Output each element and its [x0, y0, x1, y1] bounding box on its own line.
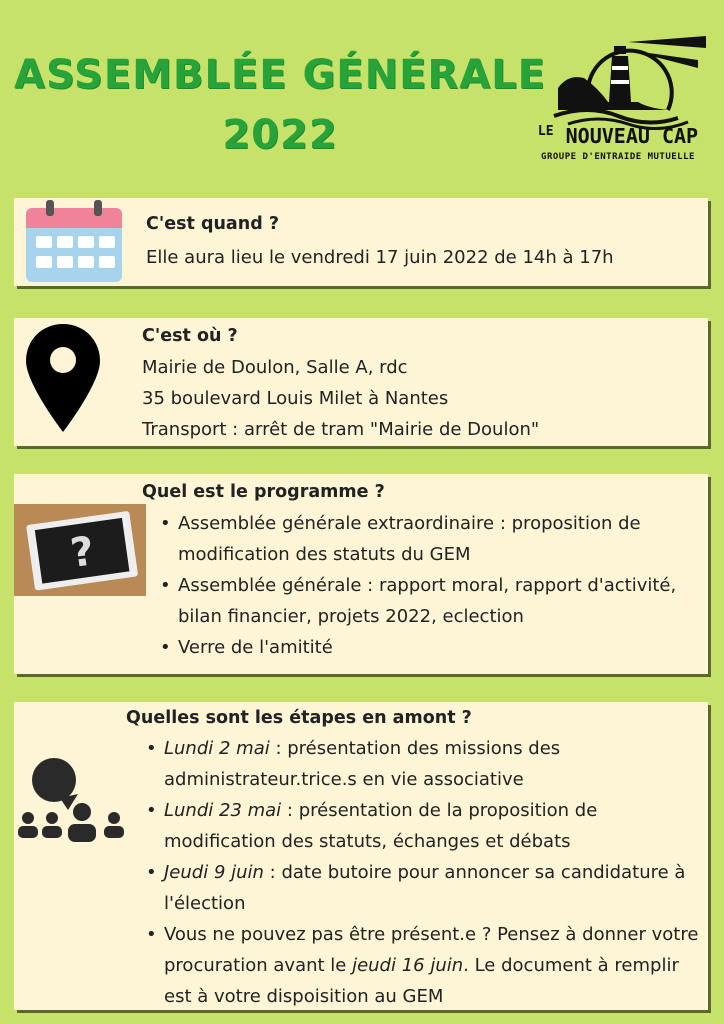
logo-subtitle: GROUPE D'ENTRAIDE MUTUELLE — [541, 152, 695, 162]
when-heading: C'est quand ? — [146, 214, 279, 234]
program-card — [14, 474, 708, 674]
program-heading: Quel est le programme ? — [142, 482, 385, 502]
calendar-icon — [26, 200, 122, 284]
page-title: ASSEMBLÉE GÉNÉRALE — [14, 52, 546, 98]
step-text-4a: Vous ne pouvez pas être présent.e ? Pensez à donner votre procuration avant le — [164, 924, 699, 976]
step-item-1 — [146, 733, 700, 795]
step-text-4b: . Le document à remplir est à votre dispoisition au GEM — [164, 955, 679, 1007]
steps-heading: Quelles sont les étapes en amont ? — [126, 708, 472, 728]
step-date-3: Jeudi 9 juin — [164, 862, 264, 883]
when-text: Elle aura lieu le vendredi 17 juin 2022 de 14h à 17h — [146, 247, 614, 268]
step-item-2 — [146, 795, 700, 857]
step-date-2: Lundi 23 mai — [164, 800, 282, 821]
logo-name — [528, 124, 708, 148]
program-list — [160, 508, 700, 663]
where-line-3: Transport : arrêt de tram "Mairie de Doulon" — [142, 419, 540, 440]
step-date-1: Lundi 2 mai — [164, 738, 270, 759]
program-item-3: • Verre de l'amitité — [160, 632, 700, 663]
page-title-year: 2022 — [222, 112, 338, 158]
where-line-2: 35 boulevard Louis Milet à Nantes — [142, 388, 449, 409]
step-text-2: : présentation de la proposition de modification des statuts, échanges et débats — [164, 800, 598, 852]
logo-name-main: NOUVEAU CAP — [565, 124, 699, 148]
where-card — [14, 318, 708, 446]
step-text-1: : présentation des missions des administrateur.trice.s en vie associative — [164, 738, 561, 790]
svg-text:?: ? — [67, 528, 98, 578]
group-chat-icon — [16, 754, 132, 850]
program-item-2: • Assemblée générale : rapport moral, rapport d'activité, bilan financier, projets 2022, eclection — [160, 570, 700, 632]
where-lines — [142, 352, 539, 445]
logo-name-prefix: LE — [537, 124, 554, 139]
step-item-4 — [146, 919, 700, 1012]
program-item-1: • Assemblée générale extraordinaire : proposition de modification des statuts du GEM — [160, 508, 700, 570]
where-heading: C'est où ? — [142, 326, 238, 346]
steps-list — [146, 733, 700, 1012]
step-text-3: : date butoire pour annoncer sa candidature à l'élection — [164, 862, 686, 914]
step-date-4: jeudi 16 juin — [352, 955, 464, 976]
step-item-3 — [146, 857, 700, 919]
steps-card — [14, 702, 708, 1010]
question-board-icon — [14, 504, 146, 596]
location-pin-icon — [24, 322, 102, 434]
where-line-1: Mairie de Doulon, Salle A, rdc — [142, 357, 408, 378]
when-card — [14, 198, 708, 286]
